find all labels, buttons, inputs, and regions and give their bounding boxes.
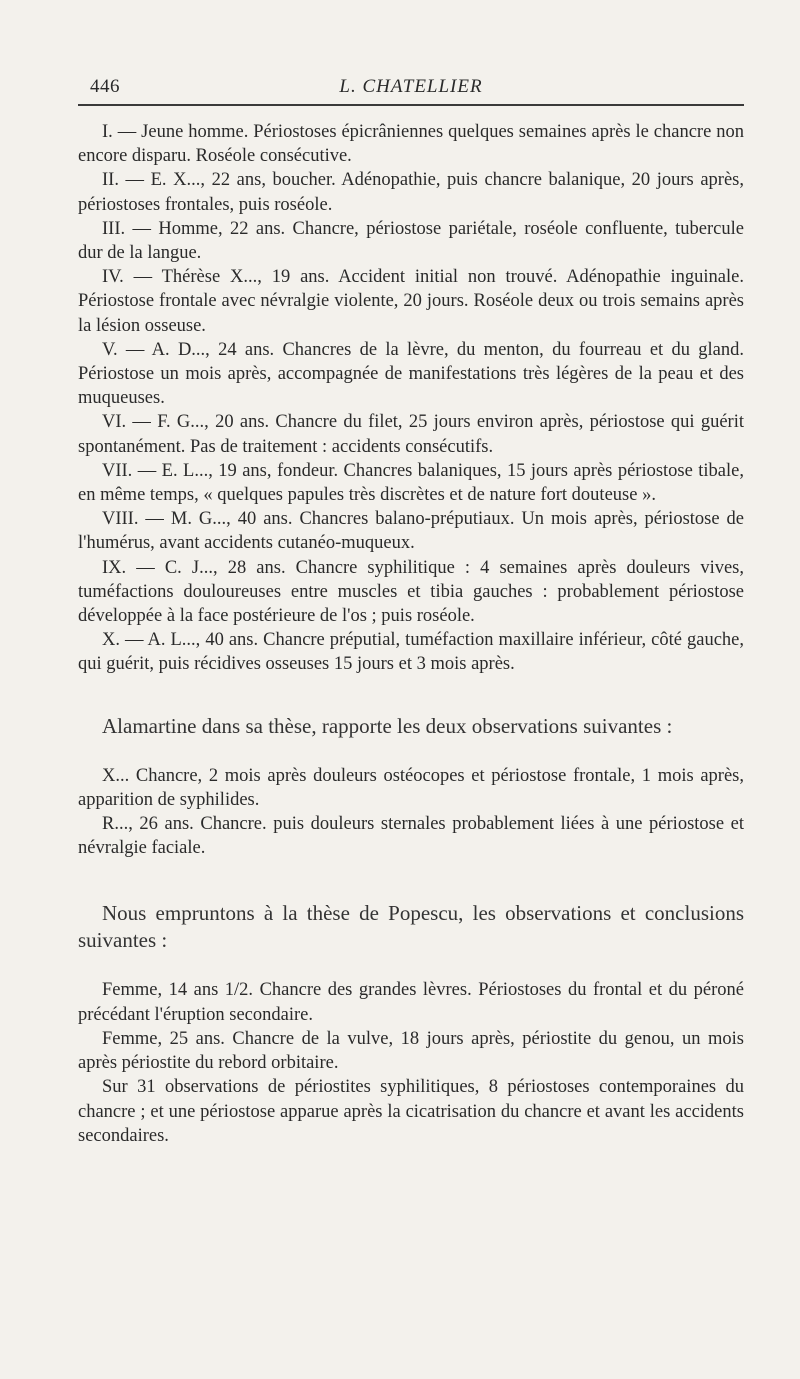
alamartine-intro: Alamartine dans sa thèse, rapporte les deux observations suivantes :	[102, 713, 673, 738]
book-page	[78, 70, 744, 1148]
header-rule	[78, 104, 744, 106]
observation-1: I. — Jeune homme. Périostoses épicrâniennes quelques semaines après le chancre non encore disparu. Roséole consécutive.	[78, 122, 744, 167]
observation-8: VIII. — M. G..., 40 ans. Chancres balano-préputiaux. Un mois après, périostose de l'humérus, avant accidents cutanéo-muqueux.	[78, 509, 744, 554]
popescu-intro: Nous empruntons à la thèse de Popescu, les observations et conclusions suivantes :	[78, 901, 744, 953]
popescu-observation-2: Femme, 25 ans. Chancre de la vulve, 18 jours après, périostite du genou, un mois après périostite du rebord orbitaire.	[78, 1028, 744, 1074]
observation-2: II. — E. X..., 22 ans, boucher. Adénopathie, puis chancre balanique, 20 jours après, périostoses frontales, puis roséole.	[78, 170, 744, 215]
observation-4: IV. — Thérèse X..., 19 ans. Accident initial non trouvé. Adénopathie inguinale. Périostose frontale avec névralgie violente, 20 jours. Roséole deux ou trois semains après la lésion osseuse.	[78, 267, 744, 336]
popescu-conclusion: Sur 31 observations de périostites syphilitiques, 8 périostoses contemporaines du chancre ; et une périostose apparue après la cicatrisation du chancre et avant les accidents secondaires.	[78, 1077, 744, 1146]
observation-5: V. — A. D..., 24 ans. Chancres de la lèvre, du menton, du fourreau et du gland. Périostose un mois après, accompagnée de manifestations très légères de la peau et des muqueuses.	[78, 339, 744, 409]
popescu-observations	[78, 978, 744, 1147]
alamartine-observations	[78, 764, 744, 861]
observations-list	[78, 120, 744, 677]
observation-10: X. — A. L..., 40 ans. Chancre préputial, tuméfaction maxillaire inférieur, côté gauche, qui guérit, puis récidives osseuses 15 jours et 3 mois après.	[78, 630, 744, 675]
observation-3: III. — Homme, 22 ans. Chancre, périostose pariétale, roséole confluente, tubercule dur de la langue.	[78, 218, 744, 264]
alamartine-observation-1: X... Chancre, 2 mois après douleurs ostéocopes et périostose frontale, 1 mois après, apparition de syphilides.	[78, 765, 744, 810]
running-title: L. CHATELLIER	[339, 76, 483, 97]
observation-7: VII. — E. L..., 19 ans, fondeur. Chancres balaniques, 15 jours après périostose tibale, en même temps, « quelques papules très discrètes et de nature fort douteuse ».	[78, 460, 744, 506]
alamartine-observation-2: R..., 26 ans. Chancre. puis douleurs sternales probablement liées à une périostose et névralgie faciale.	[78, 814, 744, 859]
popescu-observation-1: Femme, 14 ans 1/2. Chancre des grandes lèvres. Périostoses du frontal et du péroné précédant l'éruption secondaire.	[78, 980, 744, 1025]
observation-6: VI. — F. G..., 20 ans. Chancre du filet, 25 jours environ après, périostose qui guérit spontanément. Pas de traitement : accidents consécutifs.	[78, 412, 744, 457]
page-number: 446	[90, 76, 120, 97]
running-header	[78, 70, 744, 104]
observation-9: IX. — C. J..., 28 ans. Chancre syphilitique : 4 semaines après douleurs vives, tuméfactions douloureuses entre muscles et tibia gauches : probablement périostose développée à la face postérieure de l'os ; puis roséole.	[78, 557, 744, 627]
